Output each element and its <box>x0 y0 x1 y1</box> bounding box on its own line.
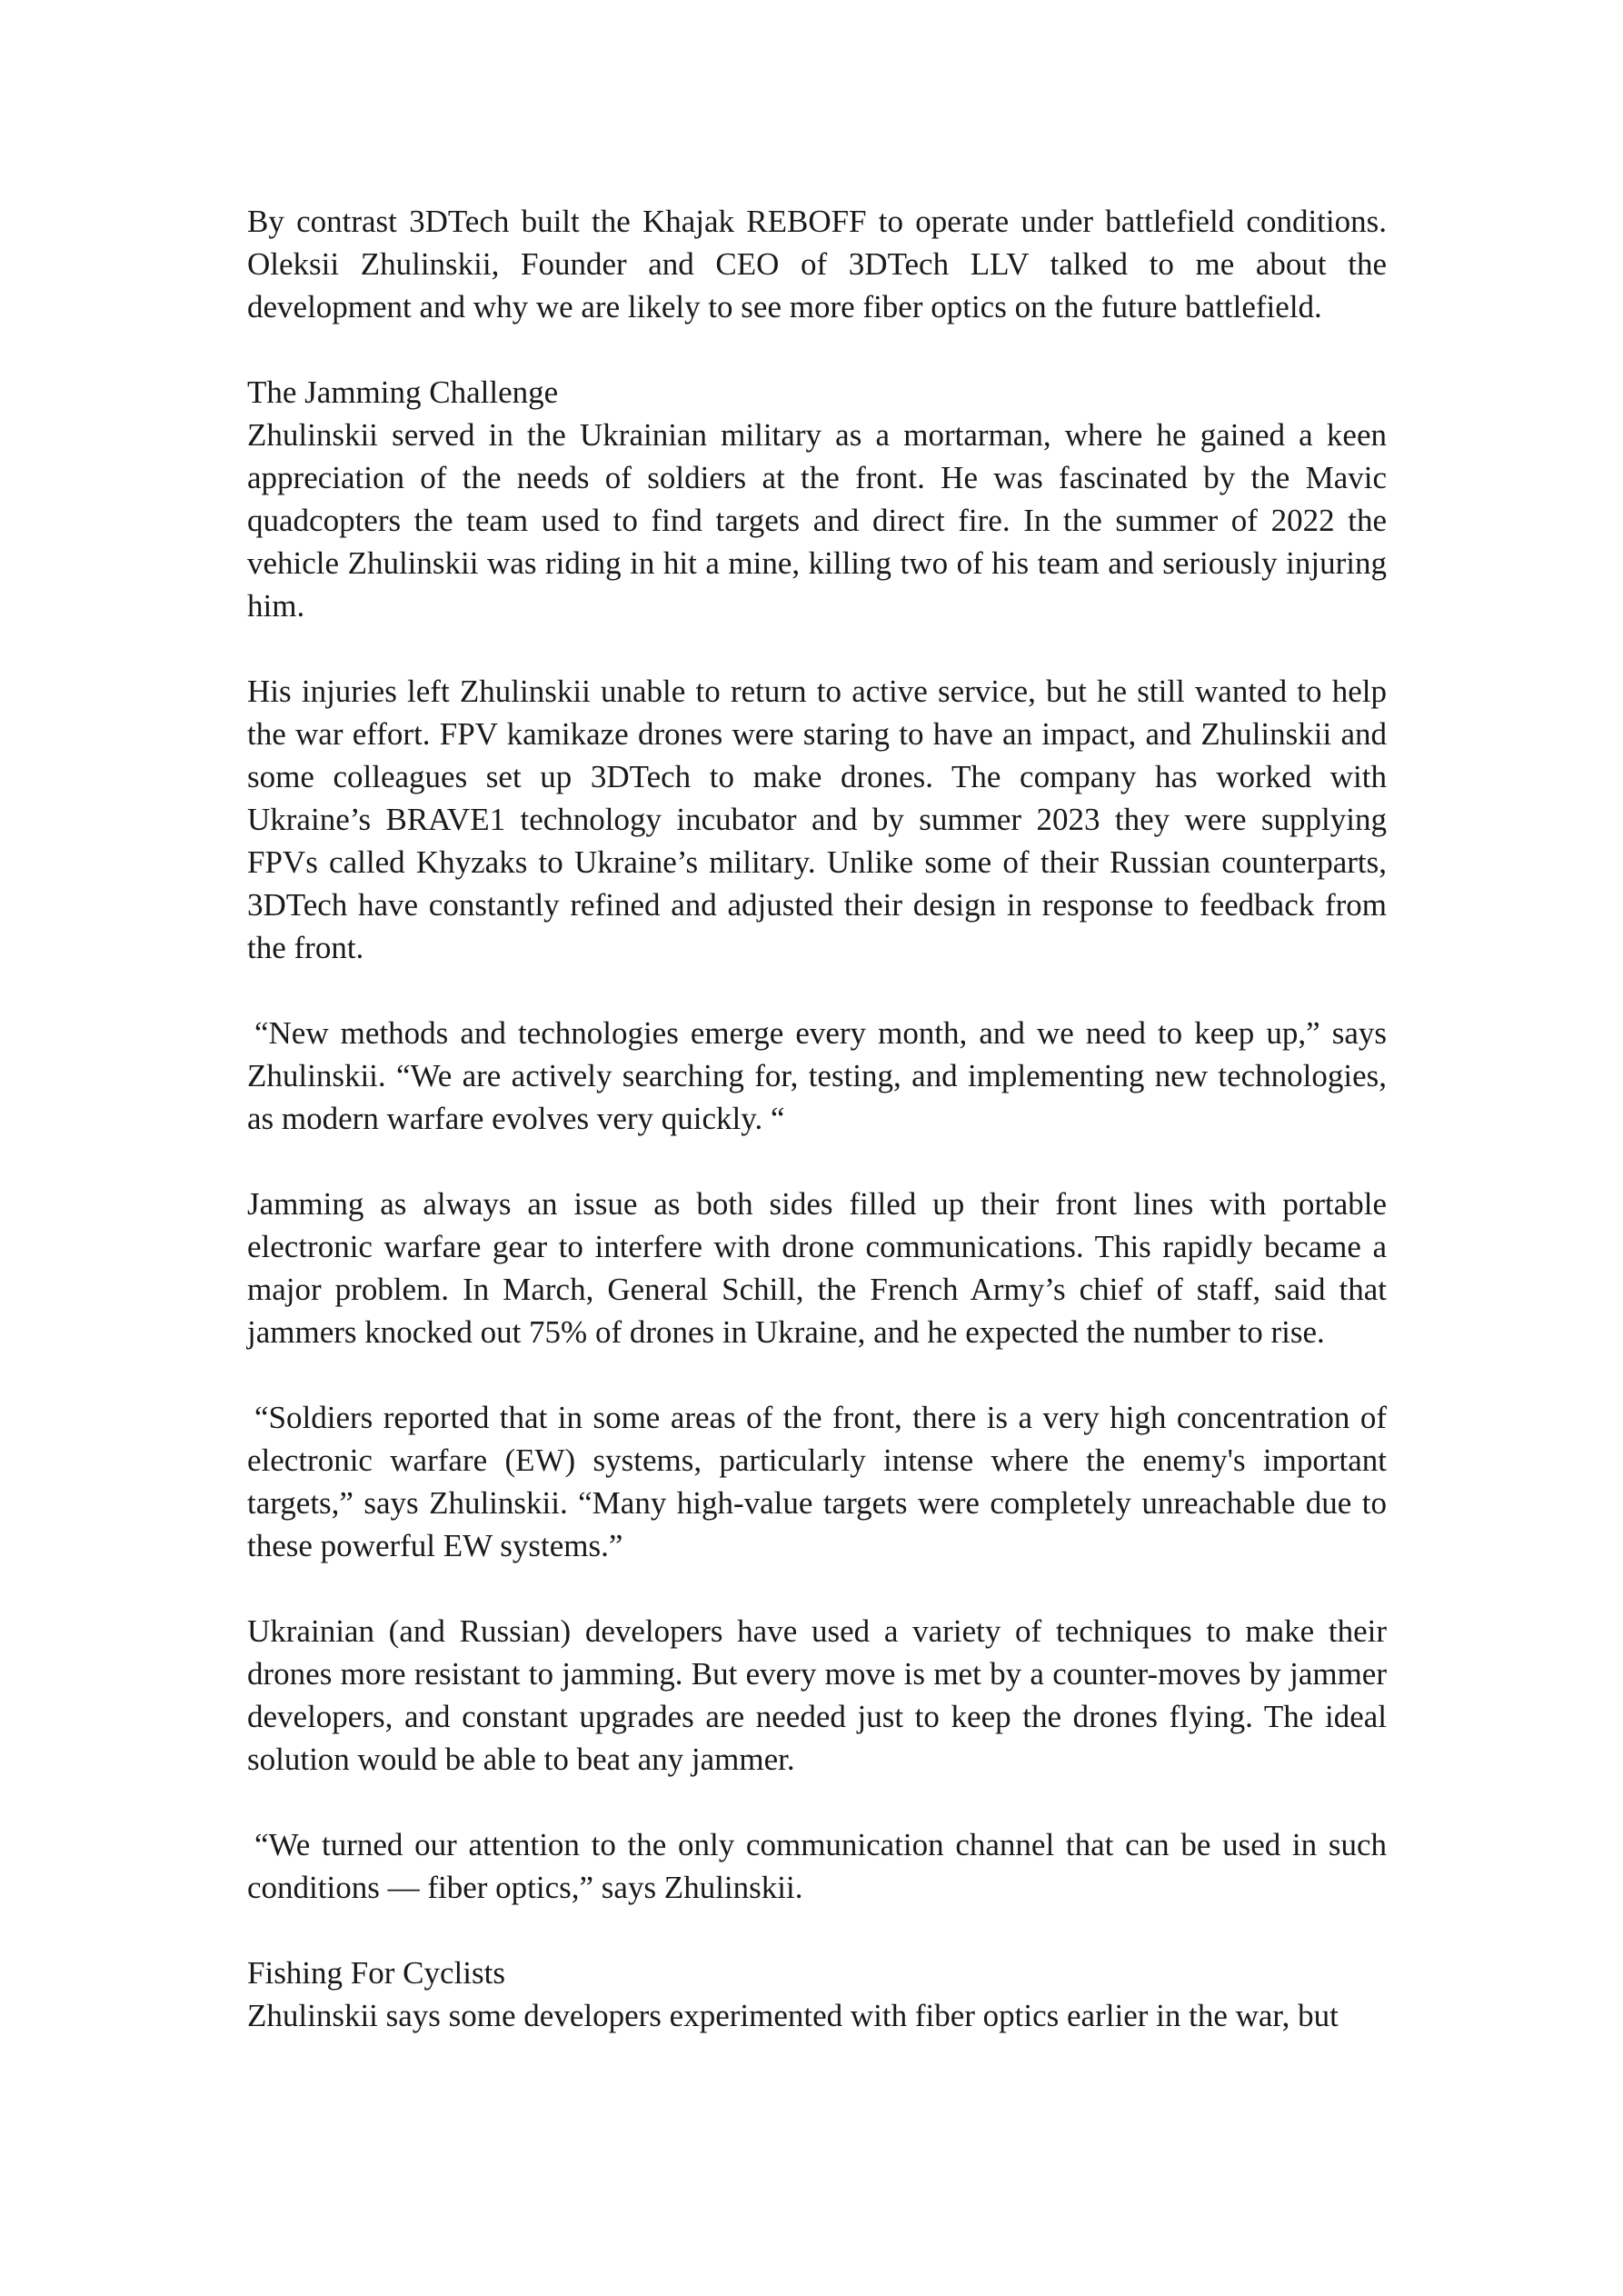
paragraph-quote-soldiers-reported: “Soldiers reported that in some areas of the front, there is a very high concentration of electronic warfare (EW) systems, particularly intense where the enemy's important targets,” says Zhulinskii. “Many high-value targets were completely unreachable due to these powerful EW systems.” <box>247 1400 1387 1563</box>
paragraph-intro: By contrast 3DTech built the Khajak REBOFF to operate under battlefield conditions. Oleksii Zhulinskii, Founder and CEO of 3DTech LLV talked to me about the development and why we are likely to see more fiber optics on the future battlefield. <box>247 204 1387 324</box>
document-body <box>247 200 1387 2037</box>
paragraph-3dtech-founding: His injuries left Zhulinskii unable to return to active service, but he still wanted to help the war effort. FPV kamikaze drones were staring to have an impact, and Zhulinskii and some colleagues set up 3DTech to make drones. The company has worked with Ukraine’s BRAVE1 technology incubator and by summer 2023 they were supplying FPVs called Khyzaks to Ukraine’s military. Unlike some of their Russian counterparts, 3DTech have constantly refined and adjusted their design in response to feedback from the front. <box>247 674 1387 965</box>
paragraph-jamming-issue: Jamming as always an issue as both sides filled up their front lines with portable electronic warfare gear to interfere with drone communications. This rapidly became a major problem. In March, General Schill, the French Army’s chief of staff, said that jammers knocked out 75% of drones in Ukraine, and he expected the number to rise. <box>247 1186 1387 1350</box>
paragraph-military-service: Zhulinskii served in the Ukrainian military as a mortarman, where he gained a keen appreciation of the needs of soldiers at the front. He was fascinated by the Mavic quadcopters the team used to find targets and direct fire. In the summer of 2022 the vehicle Zhulinskii was riding in hit a mine, killing two of his team and seriously injuring him. <box>247 417 1387 624</box>
paragraph-fiber-optics-history: Zhulinskii says some developers experimented with fiber optics earlier in the war, but <box>247 1998 1339 2033</box>
section-heading-jamming-challenge: The Jamming Challenge <box>247 374 559 410</box>
paragraph-quote-fiber-optics: “We turned our attention to the only communication channel that can be used in such conditions — fiber optics,” says Zhulinskii. <box>247 1827 1387 1905</box>
paragraph-quote-new-methods: “New methods and technologies emerge every month, and we need to keep up,” says Zhulinskii. “We are actively searching for, testing, and implementing new technologies, as modern warfare evolves very quickly. “ <box>247 1015 1387 1136</box>
section-heading-fishing-for-cyclists: Fishing For Cyclists <box>247 1955 505 1991</box>
paragraph-anti-jamming-techniques: Ukrainian (and Russian) developers have used a variety of techniques to make their drones more resistant to jamming. But every move is met by a counter-moves by jammer developers, and constant upgrades are needed just to keep the drones flying. The ideal solution would be able to beat any jammer. <box>247 1613 1387 1777</box>
